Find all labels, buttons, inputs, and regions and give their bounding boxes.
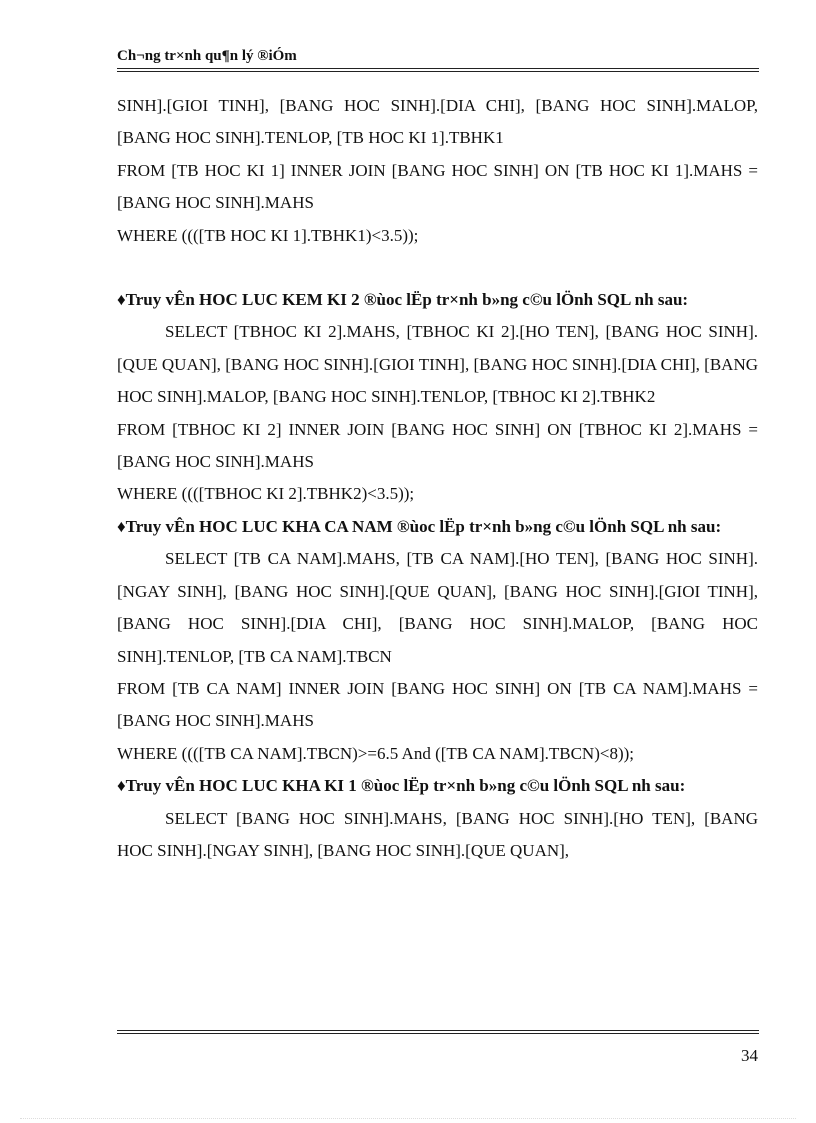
sql-from-clause: FROM [TB HOC KI 1] INNER JOIN [BANG HOC SINH] ON [TB HOC KI 1].MAHS = [BANG HOC SINH].MAHS [117,160,758,213]
footer-rule-thin [117,1033,759,1034]
page-bottom-edge [20,1118,796,1119]
document-body [117,90,758,867]
section-heading: ♦Truy vÊn HOC LUC KEM KI 2 ®ùoc lËp tr×nh b»ng c©u lÖnh SQL nh sau: [117,290,689,310]
sql-select-continuation: SINH].[GIOI TINH], [BANG HOC SINH].[DIA CHI], [BANG HOC SINH].MALOP, [BANG HOC SINH].TENLOP, [TB HOC KI 1].TBHK1 [117,96,758,148]
sql-select-clause: SELECT [TB CA NAM].MAHS, [TB CA NAM].[HO TEN], [BANG HOC SINH].[NGAY SINH], [BANG HOC SINH].[QUE QUAN], [BANG HOC SINH].[GIOI TINH], [BANG HOC SINH].[DIA CHI], [BANG HOC SINH].MALOP, [BANG HOC SINH].TENLOP, [TB CA NAM].TBCN [117,549,758,666]
sql-where-clause: WHERE ((([TBHOC KI 2].TBHK2)<3.5)); [117,484,415,504]
sql-where-clause: WHERE ((([TB CA NAM].TBCN)>=6.5 And ([TB CA NAM].TBCN)<8)); [117,743,635,763]
page-header-title: Ch¬ng tr×nh qu¶n lý ®iÓm [117,48,297,64]
section-heading: ♦Truy vÊn HOC LUC KHA CA NAM ®ùoc lËp tr×nh b»ng c©u lÖnh SQL nh sau: [117,516,722,536]
page-number: 34 [741,1046,758,1065]
header-rule-thin [117,71,759,72]
footer-rule [117,1030,759,1031]
sql-from-clause: FROM [TB CA NAM] INNER JOIN [BANG HOC SINH] ON [TB CA NAM].MAHS = [BANG HOC SINH].MAHS [117,678,758,731]
section-heading: ♦Truy vÊn HOC LUC KHA KI 1 ®ùoc lËp tr×nh b»ng c©u lÖnh SQL nh sau: [117,776,686,796]
header-rule [117,68,759,69]
sql-where-clause: WHERE ((([TB HOC KI 1].TBHK1)<3.5)); [117,225,419,245]
sql-select-clause: SELECT [BANG HOC SINH].MAHS, [BANG HOC SINH].[HO TEN], [BANG HOC SINH].[NGAY SINH], [BANG HOC SINH].[QUE QUAN], [117,808,758,860]
paragraph-spacer [117,252,758,284]
sql-select-clause: SELECT [TBHOC KI 2].MAHS, [TBHOC KI 2].[HO TEN], [BANG HOC SINH].[QUE QUAN], [BANG HOC SINH].[GIOI TINH], [BANG HOC SINH].[DIA CHI], [BANG HOC SINH].MALOP, [BANG HOC SINH].TENLOP, [TBHOC KI 2].TBHK2 [117,322,758,407]
sql-from-clause: FROM [TBHOC KI 2] INNER JOIN [BANG HOC SINH] ON [TBHOC KI 2].MAHS = [BANG HOC SINH].MAHS [117,419,758,472]
